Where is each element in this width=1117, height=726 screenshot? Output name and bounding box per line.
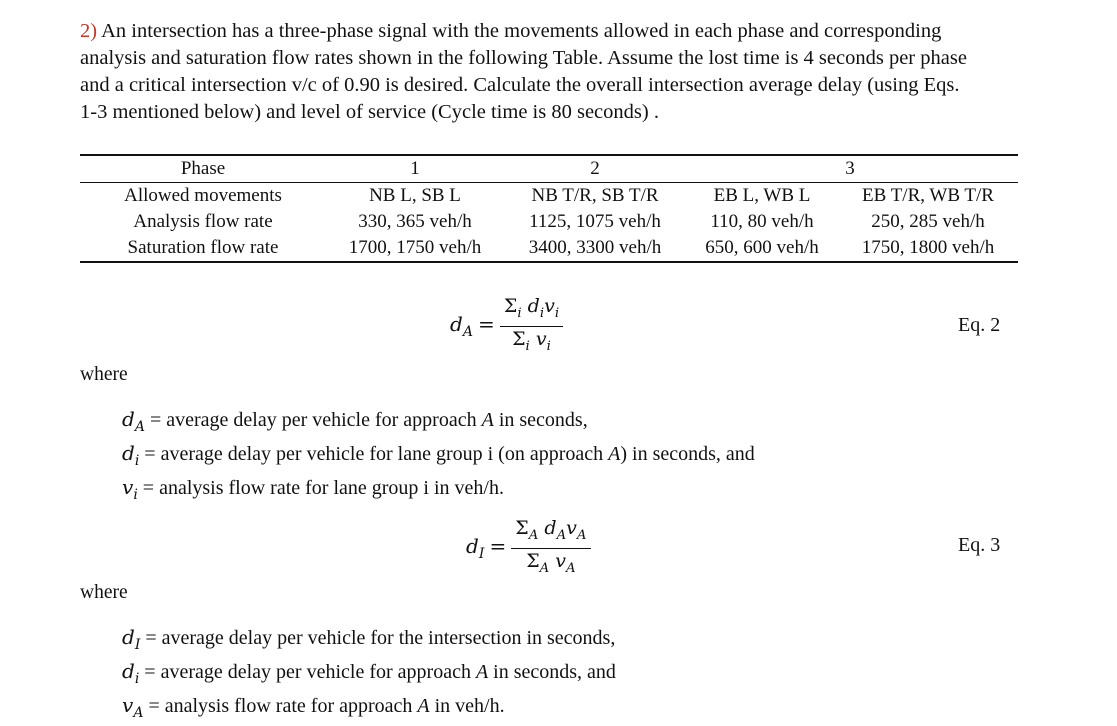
eq3-lhs: $d_I$ <box>466 533 485 562</box>
problem-statement <box>80 18 1040 126</box>
eq3-denominator: $\Sigma_A$ $v_A$ <box>526 549 576 576</box>
eq3-label: Eq. 3 <box>958 534 1001 556</box>
table-header-row <box>80 156 1018 182</box>
where-label: where <box>80 364 128 385</box>
table-cell: 650, 600 veh/h <box>705 237 819 258</box>
phase-table <box>80 154 1018 263</box>
row-label: Saturation flow rate <box>127 237 279 258</box>
table-cell: 1700, 1750 veh/h <box>348 237 482 258</box>
header-phase-1: 1 <box>410 158 420 179</box>
table-bottom-rule <box>80 261 1018 263</box>
definition-line: $d_I$ = average delay per vehicle for the intersection in seconds, <box>122 625 616 653</box>
definition-line: $d_i$ = average delay per vehicle for approach A in seconds, and <box>122 659 616 687</box>
eq3-numerator: $\Sigma_A$ $d_Av_A$ <box>511 516 590 549</box>
definition-line: $d_i$ = average delay per vehicle for lane group i (on approach A) in seconds, and <box>122 441 755 469</box>
table-cell: 250, 285 veh/h <box>871 211 985 232</box>
table-cell: NB T/R, SB T/R <box>531 185 659 206</box>
problem-line: 1-3 mentioned below) and level of service (Cycle time is 80 seconds) . <box>80 101 659 123</box>
row-label: Analysis flow rate <box>133 211 273 232</box>
header-phase-label: Phase <box>180 158 226 179</box>
problem-line <box>80 18 1040 45</box>
definition-line: $v_i$ = analysis flow rate for lane group i in veh/h. <box>122 475 504 503</box>
table-cell: 330, 365 veh/h <box>358 211 472 232</box>
table-cell: EB L, WB L <box>713 185 811 206</box>
definitions-eq2 <box>122 406 755 508</box>
eq2-denominator: $\Sigma_i$ $v_i$ <box>512 327 551 354</box>
header-phase-2: 2 <box>590 158 600 179</box>
definition-line: $d_A$ = average delay per vehicle for approach A in seconds, <box>122 407 588 435</box>
definition-line: $v_A$ = analysis flow rate for approach A in veh/h. <box>122 693 505 721</box>
table-cell: EB T/R, WB T/R <box>862 185 994 206</box>
eq2-numerator: $\Sigma_i$ $d_iv_i$ <box>500 294 563 327</box>
problem-line: analysis and saturation flow rates shown in the following Table. Assume the lost time is 4 seconds per phase <box>80 47 967 69</box>
eq2-lhs: $d_A$ <box>450 311 473 340</box>
table-row <box>80 209 1018 235</box>
eq2-equals: = <box>478 311 495 336</box>
where-label: where <box>80 582 128 603</box>
table-cell: NB L, SB L <box>369 185 461 206</box>
problem-number: 2) <box>80 20 98 42</box>
eq3-fraction <box>511 516 590 581</box>
eq3-equals: = <box>489 533 507 558</box>
definitions-eq3 <box>122 624 616 726</box>
table-cell: 3400, 3300 veh/h <box>528 237 662 258</box>
header-phase-3: 3 <box>845 158 855 179</box>
equation-2 <box>450 294 563 359</box>
row-label: Allowed movements <box>124 185 282 206</box>
table-row <box>80 235 1018 261</box>
table-row <box>80 183 1018 209</box>
table-cell: 1125, 1075 veh/h <box>529 211 661 232</box>
table-cell: 110, 80 veh/h <box>710 211 814 232</box>
eq2-fraction <box>500 294 563 359</box>
eq2-label: Eq. 2 <box>958 314 1001 336</box>
table-cell: 1750, 1800 veh/h <box>861 237 995 258</box>
problem-line: and a critical intersection v/c of 0.90 is desired. Calculate the overall intersection average delay (using Eqs. <box>80 74 960 96</box>
equation-3 <box>466 516 591 581</box>
problem-text: An intersection has a three-phase signal with the movements allowed in each phase and corresponding <box>101 20 942 42</box>
